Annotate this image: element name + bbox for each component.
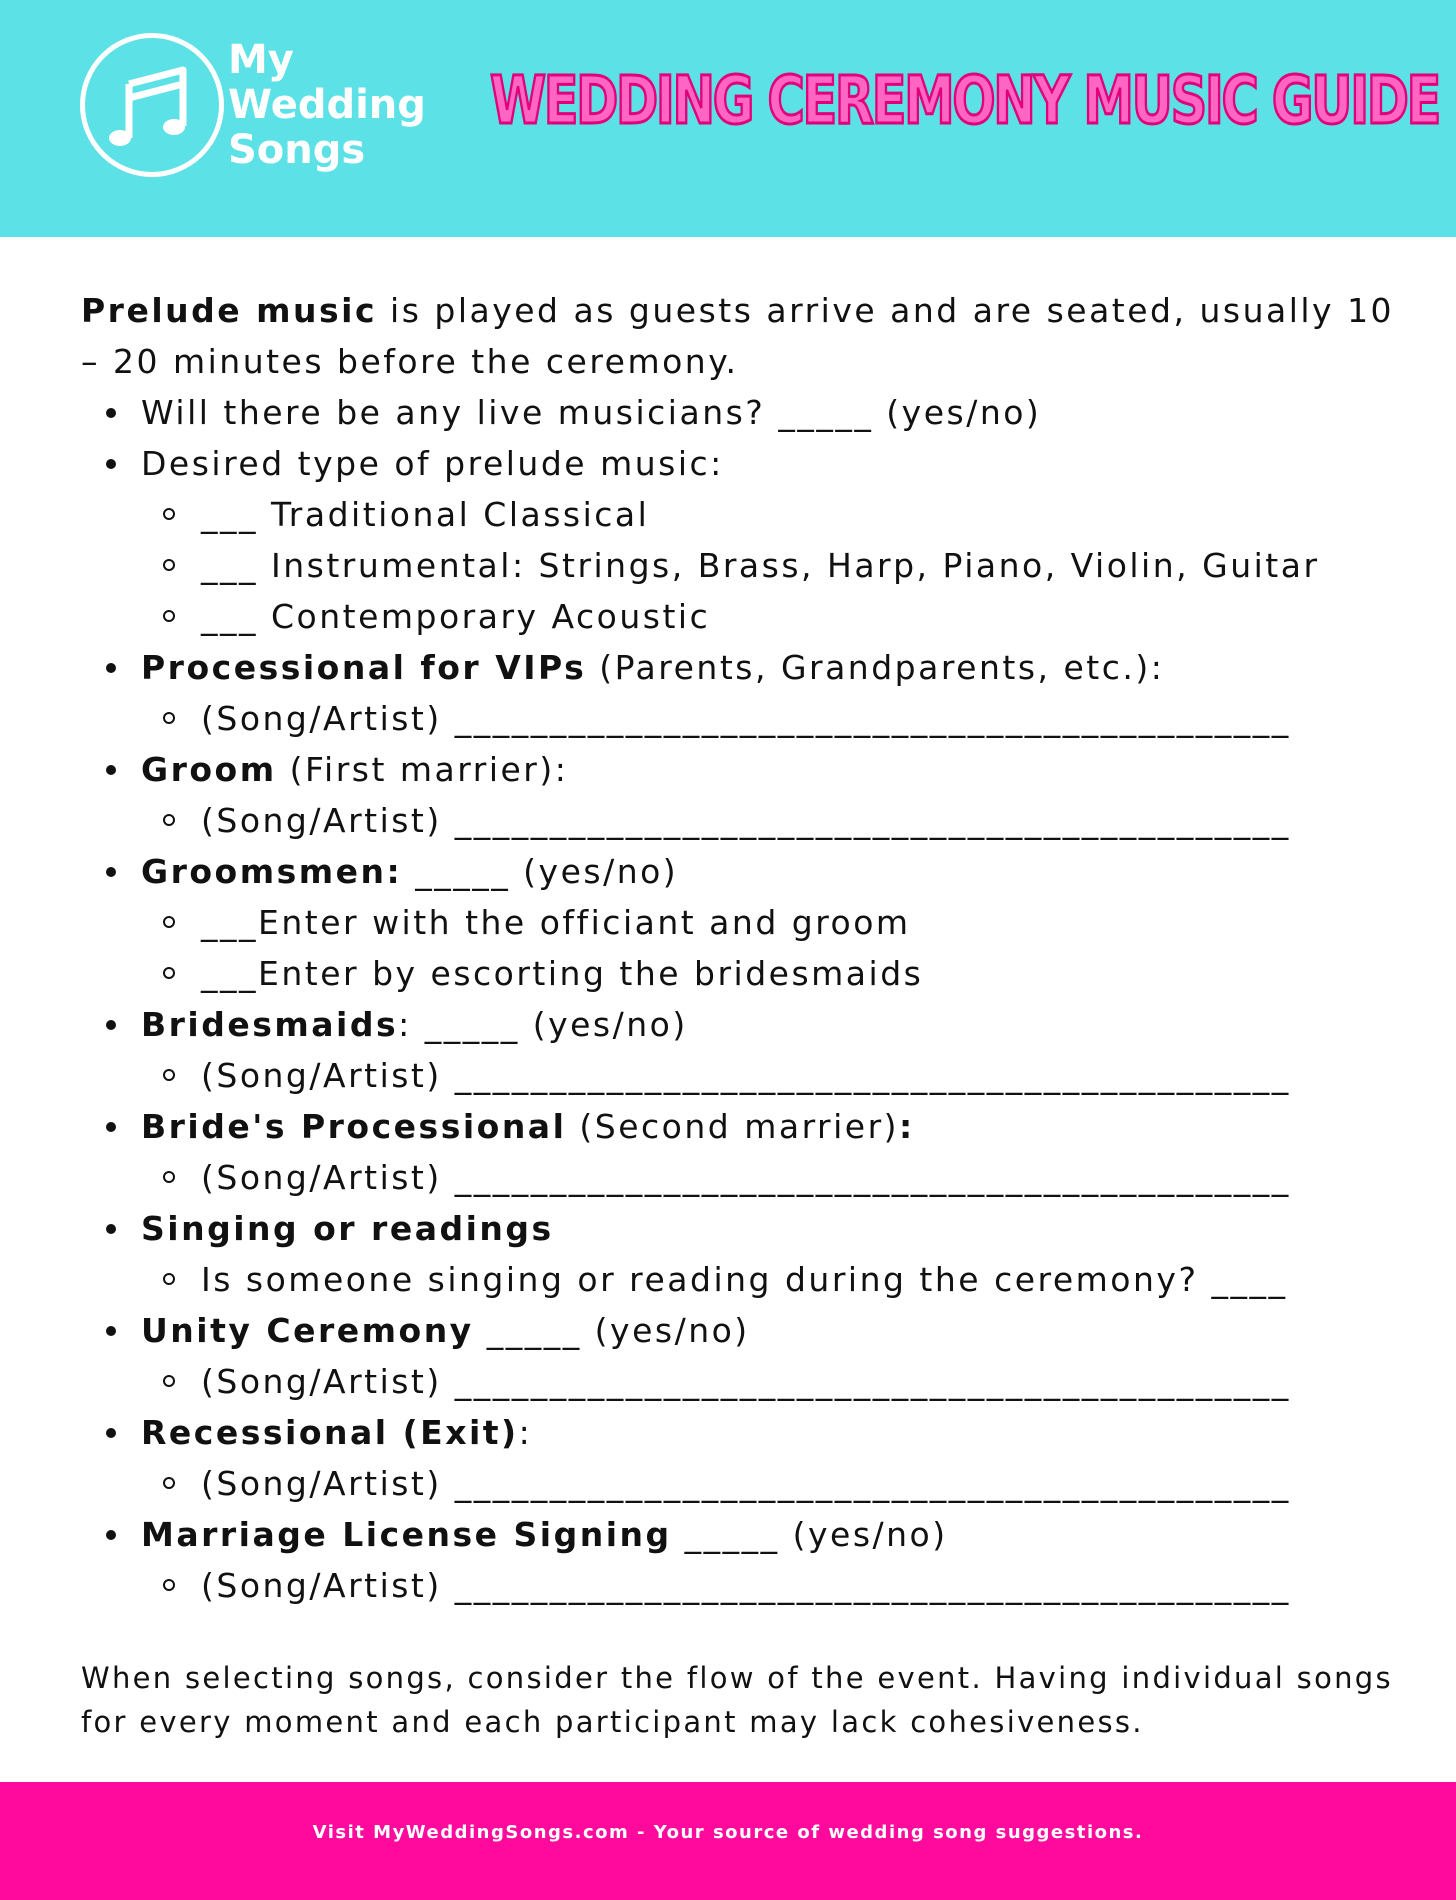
item-bold: Groomsmen: <box>141 852 403 891</box>
item-colon: : <box>899 1107 915 1146</box>
list-item-singing <box>81 1203 1411 1305</box>
item-text: : <box>518 1413 533 1452</box>
sub-item <box>141 591 1411 642</box>
sub-item-text: (Song/Artist) ____________________________________________ <box>201 1566 1291 1605</box>
logo-badge <box>80 33 224 177</box>
sub-item-text: ___Enter by escorting the bridesmaids <box>201 954 924 993</box>
sub-item <box>141 897 1411 948</box>
sub-item <box>141 1152 1411 1203</box>
sub-item-text: (Song/Artist) ____________________________________________ <box>201 801 1291 840</box>
item-bold: Singing or readings <box>141 1209 554 1248</box>
item-text: Will there be any live musicians? _____ (yes/no) <box>141 393 1042 432</box>
list-item-bridesmaids <box>81 999 1411 1101</box>
sub-item-text: (Song/Artist) ____________________________________________ <box>201 1362 1291 1401</box>
sub-item <box>141 1050 1411 1101</box>
page-title: WEDDING CEREMONY MUSIC GUIDE <box>490 62 1440 139</box>
item-bold: Bridesmaids <box>141 1005 399 1044</box>
sub-item <box>141 795 1411 846</box>
list-item-groom <box>81 744 1411 846</box>
list-item-vips <box>81 642 1411 744</box>
logo-line-wedding: Wedding <box>228 82 426 128</box>
logo-line-songs: Songs <box>228 127 366 173</box>
sub-item-text: (Song/Artist) ____________________________________________ <box>201 1158 1291 1197</box>
intro-bold: Prelude music <box>81 291 378 330</box>
sub-item-text: ___ Contemporary Acoustic <box>201 597 711 636</box>
item-bold: Groom <box>141 750 277 789</box>
music-notes-icon <box>105 60 199 154</box>
item-text: _____ (yes/no) <box>473 1311 750 1350</box>
sub-item <box>141 1458 1411 1509</box>
intro-paragraph <box>81 285 1411 387</box>
item-text: : _____ (yes/no) <box>398 1005 688 1044</box>
sub-item <box>141 540 1411 591</box>
list-item-license <box>81 1509 1411 1611</box>
footer-text: Visit MyWeddingSongs.com - Your source of wedding song suggestions. <box>312 1822 1144 1843</box>
item-bold: Marriage License Signing <box>141 1515 672 1554</box>
checklist <box>81 387 1411 1611</box>
sub-item <box>141 489 1411 540</box>
sub-item-text: ___ Instrumental: Strings, Brass, Harp, Piano, Violin, Guitar <box>201 546 1320 585</box>
item-bold: Bride's Processional <box>141 1107 567 1146</box>
list-item-prelude-type <box>81 438 1411 642</box>
list-item-recessional <box>81 1407 1411 1509</box>
closing-paragraph: When selecting songs, consider the flow of the event. Having individual songs for every moment and each participant may lack cohesiveness. <box>81 1661 1393 1739</box>
item-text: _____ (yes/no) <box>402 852 679 891</box>
sub-item-text: ___Enter with the officiant and groom <box>201 903 911 942</box>
sub-item <box>141 1560 1411 1611</box>
sub-item-text: ___ Traditional Classical <box>201 495 650 534</box>
list-item-unity <box>81 1305 1411 1407</box>
footer-banner <box>0 1782 1456 1900</box>
item-text: (First marrier): <box>276 750 569 789</box>
sub-item <box>141 693 1411 744</box>
item-text: _____ (yes/no) <box>671 1515 948 1554</box>
list-item-groomsmen <box>81 846 1411 999</box>
sub-item-text: Is someone singing or reading during the ceremony? ____ <box>201 1260 1288 1299</box>
item-bold: Processional for VIPs <box>141 648 587 687</box>
intro-text: is played as guests arrive and are seated, usually 10 – 20 minutes before the ceremony. <box>81 291 1395 381</box>
item-bold: Unity Ceremony <box>141 1311 474 1350</box>
guide-content <box>81 285 1411 1611</box>
list-item-bride <box>81 1101 1411 1203</box>
sub-item <box>141 948 1411 999</box>
logo-line-my: My <box>228 37 294 83</box>
sub-item-text: (Song/Artist) ____________________________________________ <box>201 1056 1291 1095</box>
item-bold: Recessional (Exit) <box>141 1413 519 1452</box>
logo-text <box>228 38 426 173</box>
sub-item <box>141 1254 1411 1305</box>
sub-item-text: (Song/Artist) ____________________________________________ <box>201 1464 1291 1503</box>
item-text: (Second marrier) <box>566 1107 900 1146</box>
item-text: (Parents, Grandparents, etc.): <box>586 648 1165 687</box>
header-banner <box>0 0 1456 237</box>
sub-item-text: (Song/Artist) ____________________________________________ <box>201 699 1291 738</box>
list-item-live-musicians <box>81 387 1411 438</box>
sub-item <box>141 1356 1411 1407</box>
item-text: Desired type of prelude music: <box>141 444 724 483</box>
